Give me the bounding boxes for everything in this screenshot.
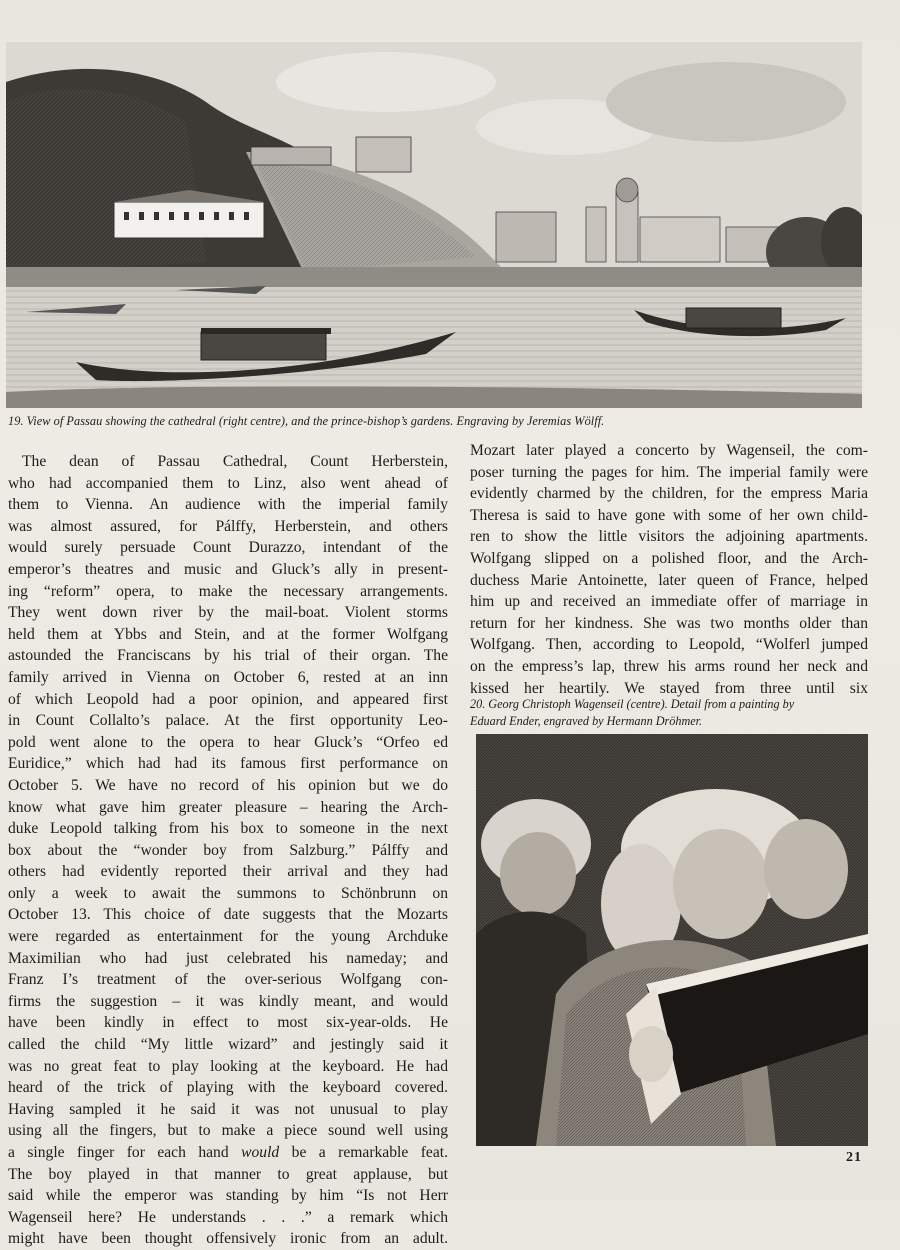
text-line: Theresa is said to have gone with some of her own child-	[470, 506, 868, 524]
text-line: ing “reform” opera, to make the necessary arrangements.	[8, 582, 448, 600]
text-line: Mozart later played a concerto by Wagenseil, the com-	[470, 442, 868, 459]
text-line: The dean of Passau Cathedral, Count Herberstein,	[22, 453, 448, 470]
text-line: ren to show the little visitors the adjoining apartments.	[470, 528, 868, 546]
text-line: They went down river by the mail-boat. Violent storms	[8, 604, 448, 622]
text-line: heard of the trick of playing with the keyboard covered.	[8, 1079, 448, 1097]
text-line: on the empress’s lap, threw his arms round her neck and	[470, 657, 868, 675]
text-line: Maximilian who had just celebrated his nameday; and	[8, 949, 448, 967]
right-text-column	[470, 440, 868, 699]
text-line: others had evidently reported their arrival and they had	[8, 863, 448, 881]
text-fragment: be a remarkable feat.	[291, 1144, 448, 1161]
wagenseil-engraving	[476, 734, 868, 1146]
text-line: would surely persuade Count Durazzo, intendant of the	[8, 539, 448, 557]
text-line: were regarded as entertainment for the young Archduke	[8, 928, 448, 946]
passau-engraving	[6, 42, 862, 408]
text-line: duke Leopold talking from his box to someone in the next	[8, 820, 448, 838]
text-line: October 13. This choice of date suggests that the Mozarts	[8, 906, 448, 924]
text-line: only a week to await the summons to Schönbrunn on	[8, 884, 448, 902]
text-fragment	[279, 1144, 291, 1161]
text-line: Wagenseil here? He understands . . .” a remark which	[8, 1208, 448, 1226]
text-line: poser turning the pages for him. The imperial family were	[470, 463, 868, 481]
text-line: him up and received an immediate offer of marriage in	[470, 593, 868, 611]
figure-19-caption: 19. View of Passau showing the cathedral (right centre), and the prince-bishop’s gardens. Engraving by Jeremias Wölff.	[8, 414, 605, 428]
text-line: Wolfgang slipped on a polished floor, and the Arch-	[470, 549, 868, 567]
text-line: have been kindly in effect to most six-year-olds. He	[8, 1014, 448, 1032]
caption-line: 20. Georg Christoph Wagenseil (centre). Detail from a painting by	[470, 697, 795, 711]
text-line: said while the emperor was standing by him “Is not Herr	[8, 1187, 448, 1205]
text-line: pold went alone to the opera to hear Gluck’s “Orfeo ed	[8, 733, 448, 751]
text-line: astounded the Franciscans by his trial of their organ. The	[8, 647, 448, 665]
text-line: who had accompanied them to Linz, also went ahead of	[8, 474, 448, 492]
text-line: return for her kindness. She was two months older than	[470, 614, 868, 632]
text-line: them to Vienna. An audience with the imperial family	[8, 496, 448, 514]
text-line: called the child “My little wizard” and jestingly said it	[8, 1036, 448, 1054]
text-line: held them at Ybbs and Stein, and at the former Wolfgang	[8, 625, 448, 643]
text-line: know what gave him greater pleasure – hearing the Arch-	[8, 798, 448, 816]
text-line: emperor’s theatres and music and Gluck’s ally in present-	[8, 560, 448, 578]
text-line: using all the fingers, but to make a piece sound well using	[8, 1122, 448, 1140]
text-line: duchess Marie Antoinette, later queen of France, helped	[470, 571, 868, 589]
text-line: was almost assured, for Pálffy, Herberstein, and others	[8, 517, 448, 535]
text-line: Having sampled it he said it was not unusual to play	[8, 1100, 448, 1118]
figure-20-caption	[470, 696, 868, 730]
text-line: October 5. We have no record of his opinion but we do	[8, 776, 448, 794]
text-line: family arrived in Vienna on October 6, rested at an inn	[8, 668, 448, 686]
text-line-emphasis	[8, 1142, 448, 1164]
text-line: Franz I’s treatment of the over-serious Wolfgang con-	[8, 971, 448, 989]
text-line: Euridice,” which had had its famous first performance on	[8, 755, 448, 773]
emphasis-word: would	[241, 1144, 280, 1161]
text-line: kissed her heartily. We stayed from three until six	[470, 679, 868, 697]
text-line: was no great feat to play looking at the keyboard. He had	[8, 1057, 448, 1075]
text-line: in Count Collalto’s palace. At the first opportunity Leo-	[8, 712, 448, 730]
text-line: box about the “wonder boy from Salzburg.” Pálffy and	[8, 841, 448, 859]
caption-line: Eduard Ender, engraved by Hermann Dröhmer.	[470, 714, 703, 728]
text-line: firms the suggestion – it was kindly meant, and would	[8, 992, 448, 1010]
text-fragment: a single finger for each hand	[8, 1144, 242, 1161]
left-text-column	[8, 451, 448, 1250]
page-number: 21	[846, 1150, 862, 1165]
text-line: Wolfgang. Then, according to Leopold, “Wolferl jumped	[470, 636, 868, 654]
text-line: of which Leopold had a poor opinion, and appeared first	[8, 690, 448, 708]
text-line: The boy played in that manner to great applause, but	[8, 1165, 448, 1183]
text-line: evidently charmed by the children, for the empress Maria	[470, 485, 868, 503]
text-line: might have been thought offensively ironic from an adult.	[8, 1230, 448, 1248]
